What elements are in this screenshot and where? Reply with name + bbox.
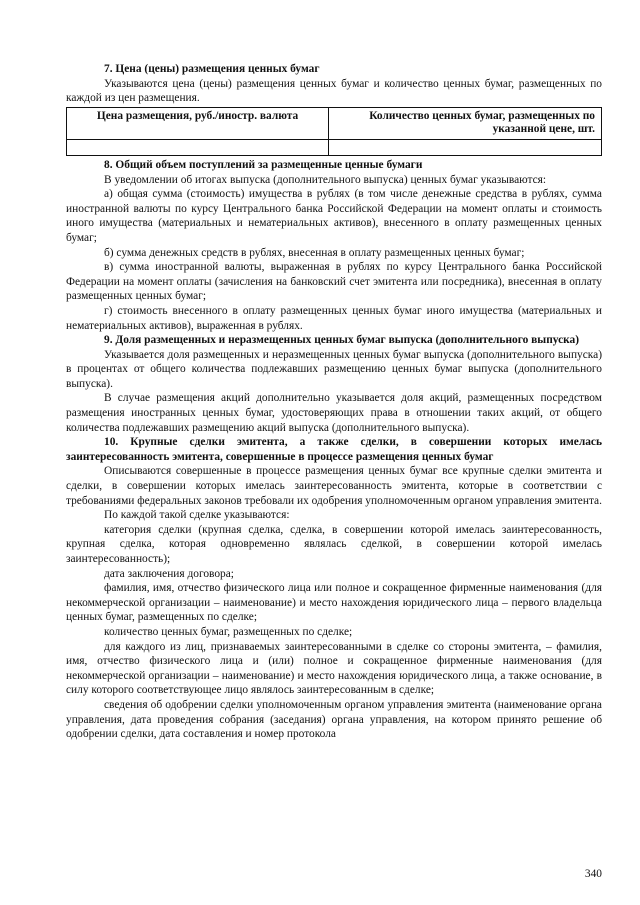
- section-10-paragraph-3: категория сделки (крупная сделка, сделка, в совершении которой имелась заинтересованность, крупная сделка, которая одновременно являлась сделкой, в совершении которой имелась заинтересованность);: [66, 523, 602, 565]
- table-cell: [67, 139, 329, 155]
- section-10-paragraph-4: дата заключения договора;: [104, 567, 234, 580]
- table-header-row: [67, 107, 602, 139]
- table-empty-row: [67, 139, 602, 155]
- section-10-paragraph-7: для каждого из лиц, признаваемых заинтересованными в сделке со стороны эмитента, – фамилия, имя, отчество физического лица и (или) полное и сокращенное фирменные наименования (для некоммерческой организации – наименование) и место нахождения юридического лица, а также основание, в силу которого соответствующее лицо являлось заинтересованным в сделке;: [66, 640, 602, 697]
- page-number: 340: [584, 868, 602, 880]
- section-10-heading: 10. Крупные сделки эмитента, а также сделки, в совершении которых имелась заинтересованность эмитента, совершенные в процессе размещения ценных бумаг: [66, 436, 602, 463]
- section-8-heading: 8. Общий объем поступлений за размещенные ценные бумаги: [104, 158, 423, 171]
- section-8-intro: В уведомлении об итогах выпуска (дополнительного выпуска) ценных бумаг указываются:: [104, 173, 547, 186]
- section-8-item-b: б) сумма денежных средств в рублях, внесенная в оплату размещенных ценных бумаг;: [104, 246, 525, 259]
- section-9-heading: 9. Доля размещенных и неразмещенных ценных бумаг выпуска (дополнительного выпуска): [104, 334, 580, 347]
- table-header-price: Цена размещения, руб./иностр. валюта: [67, 107, 329, 139]
- section-7-heading: 7. Цена (цены) размещения ценных бумаг: [104, 63, 320, 75]
- section-10-paragraph-8: сведения об одобрении сделки уполномоченным органом управления эмитента (наименование органа управления, дата проведения собрания (заседания) органа управления, на котором принято решение об одобрении сделки, дата составления и номер протокола: [66, 698, 602, 741]
- table-header-quantity: Количество ценных бумаг, размещенных по указанной цене, шт.: [329, 107, 602, 139]
- section-8-item-g: г) стоимость внесенного в оплату размещенных ценных бумаг иного имущества (материальных и нематериальных активов), выраженная в рублях.: [66, 304, 602, 332]
- table-cell: [329, 139, 602, 155]
- section-10-paragraph-6: количество ценных бумаг, размещенных по сделке;: [104, 625, 353, 638]
- section-8-item-a: а) общая сумма (стоимость) имущества в рублях (в том числе денежные средства в рублях, сумма иностранной валюты по курсу Центрального банка Российской Федерации на момент оплаты и стоимость иного имущества (материальных и нематериальных активов), внесенного в оплату размещенных ценных бумаг;: [66, 188, 602, 244]
- section-9-paragraph-1: Указывается доля размещенных и неразмещенных ценных бумаг выпуска (дополнительного выпуска) в процентах от общего количества подлежавших размещению ценных бумаг выпуска (дополнительного выпуска).: [66, 348, 602, 390]
- section-9-paragraph-2: В случае размещения акций дополнительно указывается доля акций, размещенных посредством размещения иностранных ценных бумаг, удостоверяющих права в отношении таких акций, от общего количества подлежавших размещению акций выпуска (дополнительного выпуска).: [66, 392, 602, 434]
- section-10-paragraph-1: Описываются совершенные в процессе размещения ценных бумаг все крупные сделки эмитента и сделки, в совершении которых имелась заинтересованность эмитента, которые в соответствии с требованиями федеральных законов требовали их одобрения уполномоченным органом управления эмитента.: [66, 465, 602, 507]
- placement-price-table: [66, 107, 602, 156]
- section-8-item-v: в) сумма иностранной валюты, выраженная в рублях по курсу Центрального банка Российской Федерации на момент оплаты (зачисления на банковский счет эмитента или посредника), внесенная в оплату размещенных ценных бумаг;: [66, 261, 602, 303]
- section-10-paragraph-5: фамилия, имя, отчество физического лица или полное и сокращенное фирменные наименования (для некоммерческой организации – наименование) и место нахождения юридического лица – первого владельца ценных бумаг, размещенных по сделке;: [66, 582, 602, 624]
- document-body: [66, 62, 602, 742]
- section-7-paragraph: Указываются цена (цены) размещения ценных бумаг и количество ценных бумаг, размещенных по каждой из цен размещения.: [66, 77, 602, 105]
- section-10-paragraph-2: По каждой такой сделке указываются:: [104, 509, 290, 522]
